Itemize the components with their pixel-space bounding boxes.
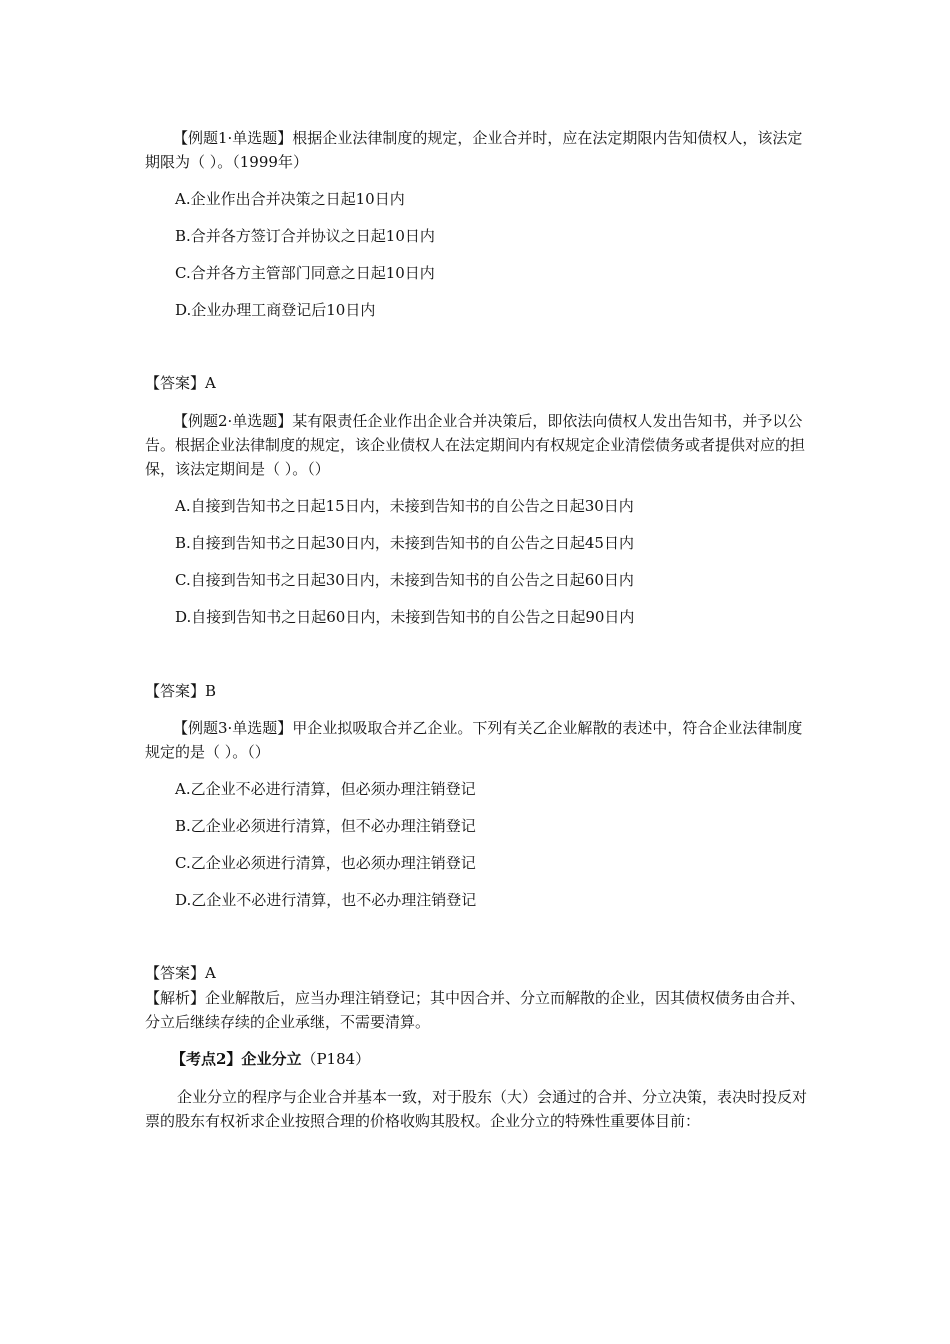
section-heading	[171, 1047, 370, 1071]
question-2-option-a: A.自接到告知书之日起15日内，未接到告知书的自公告之日起30日内	[175, 497, 634, 515]
question-3-option-d: D.乙企业不必进行清算，也不必办理注销登记	[175, 891, 477, 909]
question-3-option-b: B.乙企业必须进行清算，但不必办理注销登记	[175, 817, 476, 835]
question-2-option-b: B.自接到告知书之日起30日内，未接到告知书的自公告之日起45日内	[175, 534, 634, 552]
question-2-option-c: C.自接到告知书之日起30日内，未接到告知书的自公告之日起60日内	[175, 571, 634, 589]
section-body: 企业分立的程序与企业合并基本一致，对于股东（大）会通过的合并、分立决策，表决时投反对票的股东有权祈求企业按照合理的价格收购其股权。企业分立的特殊性重要体目前：	[145, 1088, 808, 1130]
question-1-stem: 【例题1·单选题】根据企业法律制度的规定，企业合并时，应在法定期限内告知债权人，该法定期限为（ ）。（1999年）	[145, 129, 803, 171]
question-1-option-c: C.合并各方主管部门同意之日起10日内	[175, 264, 435, 282]
question-3-answer: 【答案】A	[145, 964, 216, 982]
question-3-analysis: 【解析】企业解散后，应当办理注销登记；其中因合并、分立而解散的企业，因其债权债务由合并、分立后继续存续的企业承继，不需要清算。	[145, 989, 806, 1031]
question-3-option-c: C.乙企业必须进行清算，也必须办理注销登记	[175, 854, 476, 872]
question-1-option-b: B.合并各方签订合并协议之日起10日内	[175, 227, 435, 245]
question-1-option-a: A.企业作出合并决策之日起10日内	[175, 190, 405, 208]
question-3-stem: 【例题3·单选题】甲企业拟吸取合并乙企业。下列有关乙企业解散的表述中，符合企业法律制度规定的是（ ）。（）	[145, 719, 803, 761]
question-2-answer: 【答案】B	[145, 682, 217, 700]
section-heading-title: 【考点2】企业分立	[171, 1050, 302, 1068]
question-1-answer: 【答案】A	[145, 374, 216, 392]
question-1-option-d: D.企业办理工商登记后10日内	[175, 301, 376, 319]
question-3-option-a: A.乙企业不必进行清算，但必须办理注销登记	[175, 780, 476, 798]
question-2-option-d: D.自接到告知书之日起60日内，未接到告知书的自公告之日起90日内	[175, 608, 635, 626]
question-2-stem: 【例题2·单选题】某有限责任企业作出企业合并决策后，即依法向债权人发出告知书，并予以公告。根据企业法律制度的规定，该企业债权人在法定期间内有权规定企业清偿债务或者提供对应的担保，该法定期间是（ ）。（）	[145, 412, 806, 478]
section-heading-ref: （P184）	[301, 1050, 371, 1068]
